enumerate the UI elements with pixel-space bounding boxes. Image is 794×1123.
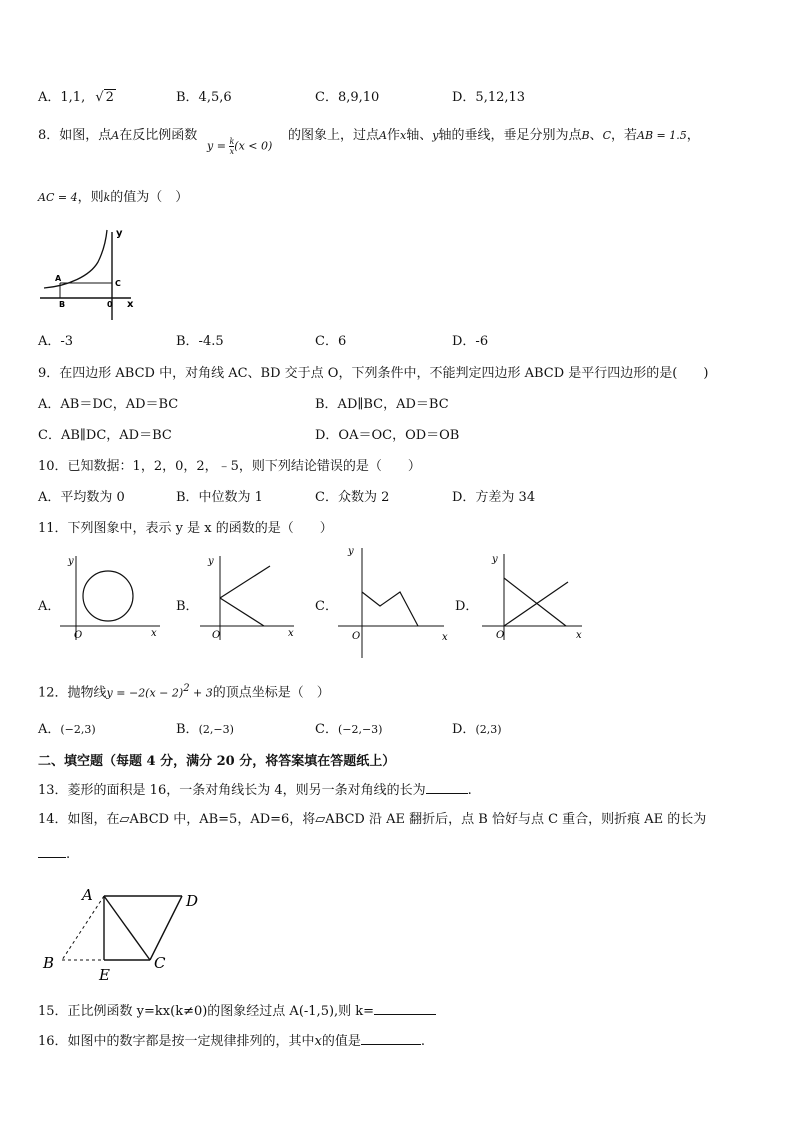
q8-figure: [38, 226, 148, 326]
q11b-upper-ray: [220, 566, 270, 598]
q14-label-d: D: [186, 892, 199, 910]
q7-option-a-prefix: A．1,1,: [38, 90, 86, 105]
q9-option-a: A．AB＝DC，AD＝BC: [38, 397, 179, 412]
q8-stem-part: 轴的垂线，垂足分别为点: [438, 128, 582, 143]
q14-label-c: C: [154, 954, 166, 972]
q11-graph-b: [198, 552, 308, 642]
q12-option-a-label: A．: [38, 722, 61, 737]
q8-function-lhs: y =: [207, 139, 230, 153]
q8-stem-part: 的值为（ ）: [110, 190, 189, 205]
q12-option-b-value: (2,−3): [198, 723, 234, 736]
q12-option-d: [452, 722, 502, 738]
q8-point-c: C: [602, 129, 611, 142]
q11d-label-x: x: [576, 630, 582, 641]
q8-label-b: B: [59, 300, 66, 309]
q8-stem-line1-right: [288, 128, 700, 144]
q8-stem-line2: [38, 190, 188, 206]
q12-expression-tail: + 3: [189, 686, 213, 700]
q12-stem-part: 的顶点坐标是（ ）: [212, 685, 330, 701]
q12-expression: y = −2(x − 2): [106, 686, 184, 700]
q11a-label-o: O: [74, 630, 83, 641]
q8-label-origin: 0: [107, 300, 113, 309]
q10-option-a: A．平均数为 0: [38, 490, 125, 505]
q13-tail: .: [467, 783, 472, 798]
q14-side-dc: [150, 896, 182, 960]
q11a-circle: [83, 571, 133, 621]
q16-x-var: x: [314, 1034, 322, 1049]
q12-exponent: 2: [183, 683, 190, 694]
q11c-label-x: x: [442, 632, 448, 643]
q11-graph-a: [60, 554, 170, 644]
q11-option-b-label: B．: [176, 599, 199, 614]
q11b-label-o: O: [212, 630, 221, 641]
q8-function-denominator: x: [229, 147, 235, 156]
q8-stem-line1: [38, 128, 197, 144]
q10-option-c: C．众数为 2: [315, 490, 390, 505]
q7-option-b: B．4,5,6: [176, 90, 232, 105]
q14-label-b: B: [43, 954, 55, 972]
q7-option-a: [38, 90, 116, 106]
q8-option-d: D．-6: [452, 334, 489, 349]
q14-answer-line: [38, 845, 70, 863]
q16-stem-part: 16．如图中的数字都是按一定规律排列的，其中: [38, 1034, 315, 1049]
q8-function: [207, 137, 272, 156]
q14-answer-blank[interactable]: [38, 845, 66, 858]
q12-option-c-label: C．: [315, 722, 338, 737]
q8-stem-part: 8．如图，点: [38, 128, 112, 143]
q8-y-var: y: [432, 129, 439, 142]
q8-x-var: x: [399, 129, 407, 142]
q9-option-c: C．AB∥DC，AD＝BC: [38, 428, 172, 443]
sqrt-symbol: √: [95, 90, 104, 105]
q11-option-a-label: A．: [38, 599, 61, 614]
q11c-polyline: [362, 592, 418, 626]
q15-answer-blank[interactable]: [374, 1002, 436, 1015]
q14-stem: 14．如图，在▱ABCD 中，AB=5，AD=6，将▱ABCD 沿 AE 翻折后，点 B 恰好与点 C 重合，则折痕 AE 的长为: [38, 812, 707, 827]
q8-option-a: A．-3: [38, 334, 74, 349]
q8-hyperbola: [44, 230, 107, 288]
q8-label-x: x: [127, 299, 134, 310]
q10-option-b: B．中位数为 1: [176, 490, 263, 505]
q8-label-y: y: [116, 228, 123, 239]
q8-point-a: A: [379, 129, 387, 142]
q16-stem-part: 的值是: [321, 1034, 361, 1049]
q11b-lower-ray: [220, 598, 264, 626]
q8-stem-part: 的图象上，过点: [288, 128, 380, 143]
q8-point-a: A: [111, 129, 120, 142]
q8-k-var: k: [103, 191, 111, 204]
q16-answer-blank[interactable]: [361, 1032, 421, 1045]
q8-stem-part: 在反比例函数: [119, 128, 198, 143]
q11-option-c-label: C．: [315, 599, 338, 614]
q15-stem: 15．正比例函数 y=kx(k≠0)的图象经过点 A(-1,5),则 k=: [38, 1004, 375, 1019]
q11b-label-x: x: [288, 628, 294, 639]
q11c-label-y: y: [348, 546, 354, 557]
q11d-label-y: y: [492, 554, 498, 565]
q12-option-a-value: (−2,3): [60, 723, 96, 736]
q12-option-d-label: D．: [452, 722, 476, 737]
q16: [38, 1032, 425, 1050]
q9-stem: 9．在四边形 ABCD 中，对角线 AC、BD 交于点 O，下列条件中，不能判定四边形 ABCD 是平行四边形的是( ): [38, 366, 709, 381]
q11-graph-c: [336, 542, 456, 660]
q12-option-c-value: (−2,−3): [337, 723, 383, 736]
q12-stem: [38, 683, 330, 701]
q14-label-a: A: [82, 886, 93, 904]
q7-option-c: C．8,9,10: [315, 90, 380, 105]
q11b-label-y: y: [208, 556, 214, 567]
q11-stem: 11．下列图象中，表示 y 是 x 的函数的是（ ）: [38, 521, 333, 536]
q10-option-d: D．方差为 34: [452, 490, 536, 505]
q12-stem-part: 12．抛物线: [38, 685, 107, 701]
q8-stem-part: ，若: [610, 128, 637, 143]
q8-function-condition: (x < 0): [234, 139, 273, 153]
q12-option-b: [176, 722, 234, 738]
q16-tail: .: [420, 1034, 426, 1049]
q14-figure: [40, 882, 220, 982]
q8-comma: ，: [686, 128, 700, 143]
q11-option-d-label: D．: [455, 599, 479, 614]
q8-point-b: B: [581, 129, 590, 142]
q14-dashed-ab: [62, 896, 104, 960]
q13-answer-blank[interactable]: [426, 781, 468, 794]
q11d-label-o: O: [496, 630, 505, 641]
q8-stem-part: 作: [386, 128, 400, 143]
q8-separator: 、: [589, 128, 603, 143]
q13: [38, 781, 472, 799]
q11-graph-d: [480, 550, 590, 650]
q12-option-b-label: B．: [176, 722, 199, 737]
q12-option-d-value: (2,3): [475, 723, 502, 736]
q8-label-c: C: [115, 279, 121, 288]
q8-function-numerator: k: [229, 137, 235, 146]
sqrt-argument: 2: [105, 90, 114, 105]
q12-option-a: [38, 722, 96, 738]
q10-stem: 10．已知数据：1，2，0，2，﹣5，则下列结论错误的是（ ）: [38, 459, 421, 474]
q11c-label-o: O: [352, 631, 361, 642]
q9-option-d: D．OA＝OC，OD＝OB: [315, 428, 460, 443]
q11a-label-x: x: [151, 628, 157, 639]
q12-option-c: [315, 722, 382, 738]
q8-stem-part: ，则: [77, 190, 104, 205]
q14-label-e: E: [99, 966, 110, 984]
q8-stem-part: 轴、: [406, 128, 433, 143]
q8-option-c: C．6: [315, 334, 347, 349]
q7-option-d: D．5,12,13: [452, 90, 526, 105]
q13-stem: 13．菱形的面积是 16，一条对角线长为 4，则另一条对角线的长为: [38, 783, 426, 798]
q8-condition-ab: AB = 1.5: [637, 129, 687, 142]
q8-condition-ac: AC = 4: [38, 191, 78, 204]
q15: [38, 1002, 436, 1020]
q14-tail: .: [66, 847, 71, 862]
q8-option-b: B．-4.5: [176, 334, 224, 349]
q11a-label-y: y: [68, 556, 74, 567]
q14-segment-ac: [104, 896, 150, 960]
q8-label-a: A: [55, 274, 62, 283]
q11d-falling-line: [504, 578, 566, 626]
section-2-heading: 二、填空题（每题 4 分，满分 20 分，将答案填在答题纸上）: [38, 754, 396, 769]
q9-option-b: B．AD∥BC，AD＝BC: [315, 397, 449, 412]
